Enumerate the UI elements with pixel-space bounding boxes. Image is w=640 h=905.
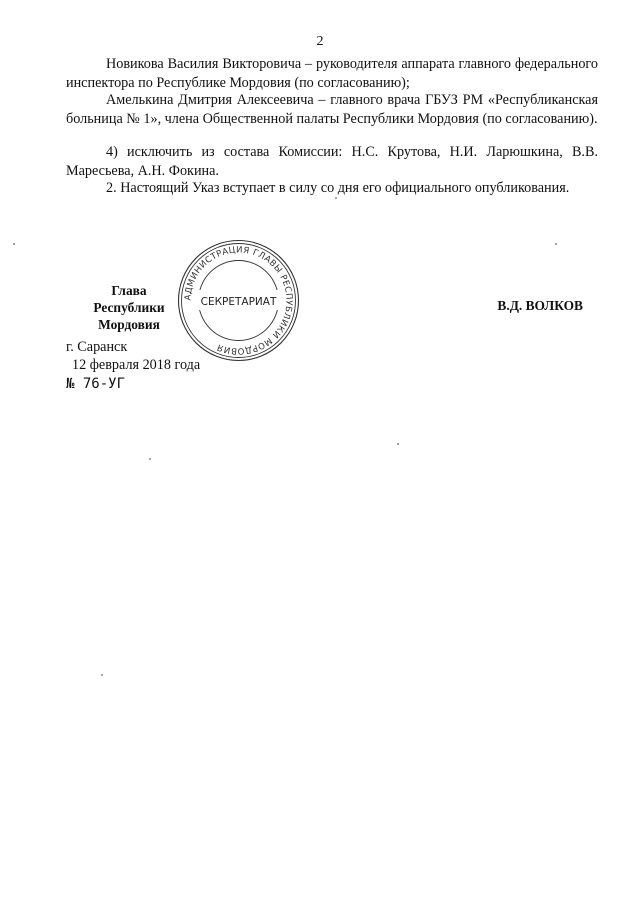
decree-number: № 76-УГ: [66, 376, 126, 392]
stamp-center-text: СЕКРЕТАРИАТ: [200, 296, 277, 308]
scan-speck: [555, 243, 557, 245]
signatory-title-line1: Глава: [111, 283, 147, 298]
scan-speck: [149, 458, 151, 460]
signatory-name: В.Д. ВОЛКОВ: [497, 298, 583, 313]
paragraph-effective: 2. Настоящий Указ вступает в силу со дня его официального опубликования.: [106, 180, 570, 196]
page-number: 2: [316, 34, 324, 49]
paragraph-novikov: Новикова Василия Викторовича – руководителя аппарата главного федерального инспектора по Республике Мордовия (по согласованию);: [66, 56, 598, 91]
signatory-title-line2: Республики Мордовия: [93, 300, 165, 332]
scan-speck: [335, 197, 337, 199]
city: г. Саранск: [66, 339, 128, 355]
scan-speck: [13, 243, 15, 245]
paragraph-exclude: 4) исключить из состава Комиссии: Н.С. Крутова, Н.И. Ларюшкина, В.В. Маресьева, А.Н. Фокина.: [66, 144, 598, 179]
secretariat-stamp: [176, 238, 301, 363]
scan-speck: [397, 443, 399, 445]
paragraph-amelkin: Амелькина Дмитрия Алексеевича – главного врача ГБУЗ РМ «Республиканская больница № 1», члена Общественной палаты Республики Мордовия (по согласованию).: [66, 92, 598, 127]
signatory-title: [66, 282, 192, 333]
decree-date: 12 февраля 2018 года: [72, 357, 201, 373]
scan-speck: [101, 674, 103, 676]
stamp-ring-text: АДМИНИСТРАЦИЯ ГЛАВЫ РЕСПУБЛИКИ МОРДОВИЯ: [183, 245, 294, 356]
